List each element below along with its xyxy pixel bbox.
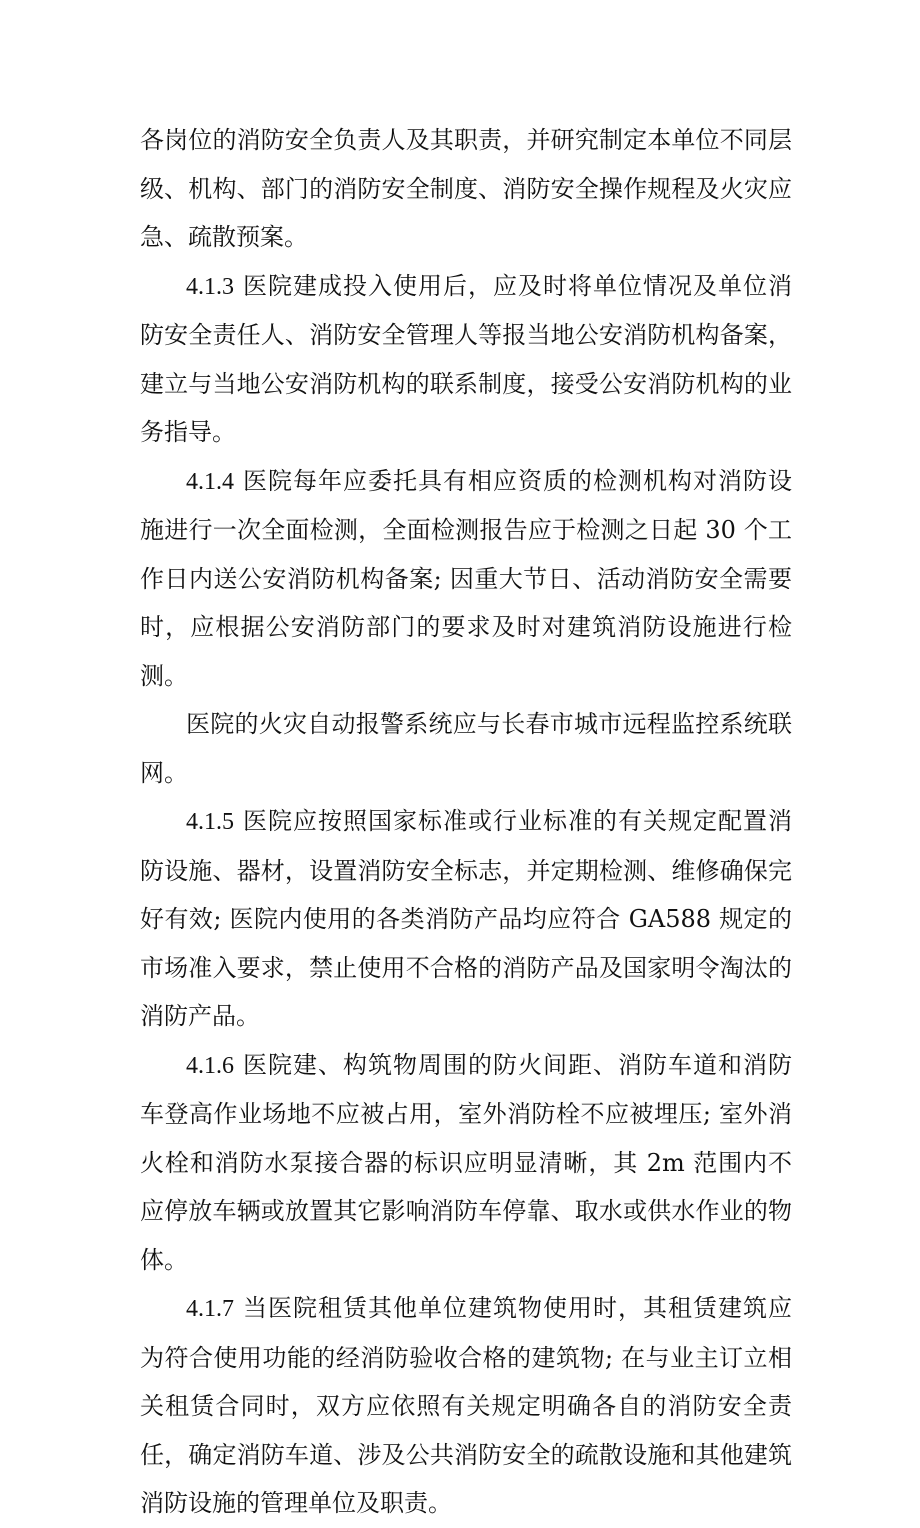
paragraph-continuation: 各岗位的消防安全负责人及其职责，并研究制定本单位不同层级、机构、部门的消防安全制度、消防安全操作规程及火灾应急、疏散预案。 [140,126,792,251]
paragraph-4-1-3 [140,262,792,457]
section-number: 4.1.4 [186,468,234,495]
paragraph-4-1-7 [140,1284,792,1528]
paragraph-text: 医院建成投入使用后，应及时将单位情况及单位消防安全责任人、消防安全管理人等报当地公安消防机构备案，建立与当地公安消防机构的联系制度，接受公安消防机构的业务指导。 [140,271,792,446]
paragraph-4-1-6 [140,1041,792,1285]
section-number: 4.1.6 [186,1052,234,1079]
paragraph-text: 医院每年应委托具有相应资质的检测机构对消防设施进行一次全面检测，全面检测报告应于检测之日起 30 个工作日内送公安消防机构备案; 因重大节日、活动消防安全需要时，应根据公安消防部门的要求及时对建筑消防设施进行检测。 [140,466,792,690]
document-body [140,116,792,1528]
paragraph-text: 医院应按照国家标准或行业标准的有关规定配置消防设施、器材，设置消防安全标志，并定期检测、维修确保完好有效; 医院内使用的各类消防产品均应符合 GA588 规定的市场准入要求，禁止使用不合格的消防产品及国家明令淘汰的消防产品。 [140,807,792,1030]
section-number: 4.1.5 [186,809,234,835]
section-number: 4.1.7 [186,1296,234,1322]
paragraph-4-1-4 [140,457,792,701]
paragraph-network: 医院的火灾自动报警系统应与长春市城市远程监控系统联网。 [140,710,792,787]
paragraph-text: 医院建、构筑物周围的防火间距、消防车道和消防车登高作业场地不应被占用，室外消防栓不应被埋压; 室外消火栓和消防水泵接合器的标识应明显清晰，其 2m 范围内不应停放车辆或放置其它影响消防车停靠、取水或供水作业的物体。 [140,1050,792,1274]
section-number: 4.1.3 [186,273,234,300]
paragraph-text: 当医院租赁其他单位建筑物使用时，其租赁建筑应为符合使用功能的经消防验收合格的建筑物; 在与业主订立相关租赁合同时，双方应依照有关规定明确各自的消防安全责任，确定消防车道、涉及公共消防安全的疏散设施和其他建筑消防设施的管理单位及职责。 [140,1294,792,1517]
paragraph-4-1-5 [140,797,792,1041]
